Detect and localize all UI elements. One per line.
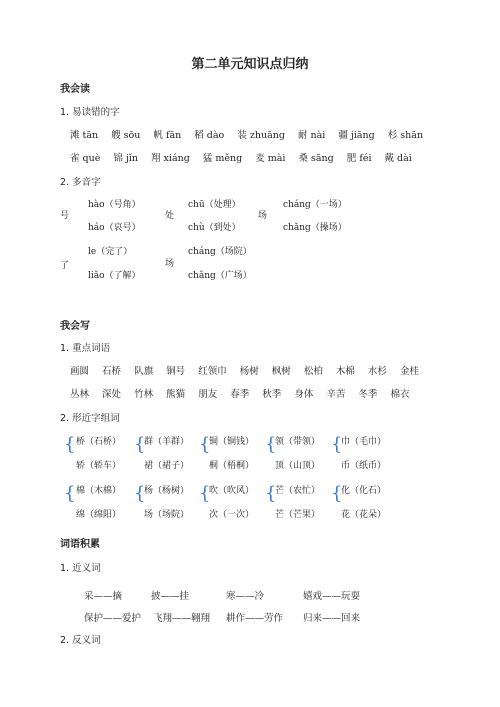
- subheading-easy-chars: 1. 易读错的字: [60, 107, 120, 118]
- key-word: 石桥: [102, 366, 122, 377]
- similar-word: 杨（杨树）: [144, 486, 190, 496]
- key-word: 竹林: [134, 389, 154, 400]
- similar-word: 桥（石桥）: [76, 437, 122, 447]
- easy-char: 艘 sōu: [111, 130, 141, 141]
- easy-char: 戴 dài: [384, 153, 412, 164]
- similar-word: 吹（吹风）: [209, 486, 255, 496]
- key-word: 松柏: [303, 366, 323, 377]
- brace-icon: {: [134, 434, 146, 455]
- key-word: 红领巾: [198, 366, 227, 377]
- easy-char: 猛 měng: [202, 153, 243, 164]
- section-heading-accumulation: 词语积累: [60, 539, 100, 550]
- poly-char-chang-2: 场: [165, 259, 175, 269]
- key-word: 水杉: [367, 366, 387, 377]
- synonym-pair: 寒——冷: [226, 591, 265, 602]
- similar-word: 桐（梧桐）: [209, 461, 255, 471]
- easy-chars-row-1: [70, 127, 433, 141]
- easy-char: 疆 jiāng: [338, 130, 375, 141]
- synonym-pair: 披——挂: [151, 591, 190, 602]
- subheading-synonyms: 1. 近义词: [60, 563, 101, 574]
- similar-word: 花（花朵）: [341, 510, 387, 520]
- key-word: 辛苦: [326, 389, 346, 400]
- brace-icon: {: [265, 483, 277, 504]
- brace-icon: {: [331, 483, 343, 504]
- synonym-pair: 保护——爱护: [84, 613, 142, 624]
- key-word: 队旗: [134, 366, 154, 377]
- poly-reading: chǎng（广场）: [188, 271, 252, 281]
- poly-char-chu: 处: [165, 211, 175, 221]
- key-word: 画圆: [70, 366, 90, 377]
- section-heading-write: 我会写: [60, 321, 90, 332]
- key-word: 棉衣: [390, 389, 410, 400]
- poly-reading: chū（处理）: [188, 200, 241, 210]
- synonym-pair: 耕作——劳作: [226, 613, 284, 624]
- brace-icon: {: [199, 434, 211, 455]
- poly-reading: chù（到处）: [188, 223, 241, 233]
- key-word: 铜号: [166, 366, 186, 377]
- easy-char: 装 zhuāng: [237, 130, 285, 141]
- key-word: 秋季: [262, 389, 282, 400]
- easy-char: 滩 tān: [70, 130, 99, 141]
- poly-reading: hào（号角）: [88, 200, 141, 210]
- similar-word: 场（场院）: [144, 510, 190, 520]
- similar-word: 巾（毛巾）: [341, 437, 387, 447]
- synonym-pair: 嬉戏——玩耍: [303, 591, 361, 602]
- section-heading-read: 我会读: [60, 84, 90, 95]
- key-word: 熊猫: [166, 389, 186, 400]
- key-word: 冬季: [358, 389, 378, 400]
- easy-char: 麦 mài: [255, 153, 286, 164]
- easy-char: 桑 sāng: [298, 153, 334, 164]
- poly-char-chang: 场: [258, 211, 268, 221]
- brace-icon: {: [331, 434, 343, 455]
- synonym-pair: 飞翔——翱翔: [153, 613, 211, 624]
- subheading-similar-chars: 2. 形近字组词: [60, 413, 120, 424]
- easy-char: 耐 nài: [297, 130, 326, 141]
- similar-word: 轿（轿车）: [76, 461, 122, 471]
- key-word: 木棉: [335, 366, 355, 377]
- similar-word: 裙（裙子）: [144, 461, 190, 471]
- key-word: 身体: [294, 389, 314, 400]
- similar-word: 化（化石）: [341, 486, 387, 496]
- key-word: 深处: [102, 389, 122, 400]
- brace-icon: {: [64, 483, 76, 504]
- key-word: 丛林: [70, 389, 90, 400]
- poly-reading: cháng（场院）: [188, 247, 252, 257]
- brace-icon: {: [265, 434, 277, 455]
- key-word: 朋友: [198, 389, 218, 400]
- similar-word: 绵（绵阳）: [76, 510, 122, 520]
- poly-reading: liǎo（了解）: [88, 271, 141, 281]
- subheading-key-words: 1. 重点词语: [60, 343, 111, 354]
- similar-word: 币（纸币）: [341, 461, 387, 471]
- brace-icon: {: [64, 434, 76, 455]
- easy-char: 翔 xiáng: [151, 153, 190, 164]
- similar-word: 次（一次）: [209, 510, 255, 520]
- easy-chars-row-2: [70, 150, 422, 164]
- similar-word: 棉（木棉）: [76, 486, 122, 496]
- easy-char: 锦 jǐn: [113, 153, 138, 164]
- poly-reading: chǎng（操场）: [283, 223, 347, 233]
- similar-word: 铜（铜钱）: [209, 437, 255, 447]
- key-words-row-1: [70, 363, 429, 377]
- subheading-antonyms: 2. 反义词: [60, 635, 101, 646]
- brace-icon: {: [134, 483, 146, 504]
- easy-char: 稻 dào: [194, 130, 225, 141]
- similar-word: 芒（芒果）: [275, 510, 321, 520]
- poly-reading: háo（哀号）: [88, 223, 141, 233]
- similar-word: 芒（农忙）: [275, 486, 321, 496]
- synonym-pair: 采——摘: [84, 591, 123, 602]
- synonym-pair: 归来——回来: [303, 613, 361, 624]
- similar-word: 群（羊群）: [144, 437, 190, 447]
- brace-icon: {: [199, 483, 211, 504]
- poly-reading: cháng（一场）: [283, 200, 347, 210]
- easy-char: 肥 féi: [346, 153, 372, 164]
- easy-char: 杉 shān: [387, 130, 424, 141]
- page-title: 第二单元知识点归纳: [191, 57, 309, 72]
- poly-char-le: 了: [60, 261, 70, 271]
- poly-char-hao: 号: [60, 211, 70, 221]
- similar-word: 顶（山顶）: [275, 461, 321, 471]
- key-words-row-2: [70, 386, 419, 400]
- easy-char: 帆 fān: [153, 130, 182, 141]
- key-word: 杨树: [239, 366, 259, 377]
- key-word: 金桂: [399, 366, 419, 377]
- easy-char: 雀 què: [70, 153, 101, 164]
- poly-reading: le（完了）: [88, 247, 133, 257]
- key-word: 春季: [230, 389, 250, 400]
- key-word: 枫树: [271, 366, 291, 377]
- similar-word: 领（带领）: [275, 437, 321, 447]
- subheading-polyphones: 2. 多音字: [60, 177, 101, 188]
